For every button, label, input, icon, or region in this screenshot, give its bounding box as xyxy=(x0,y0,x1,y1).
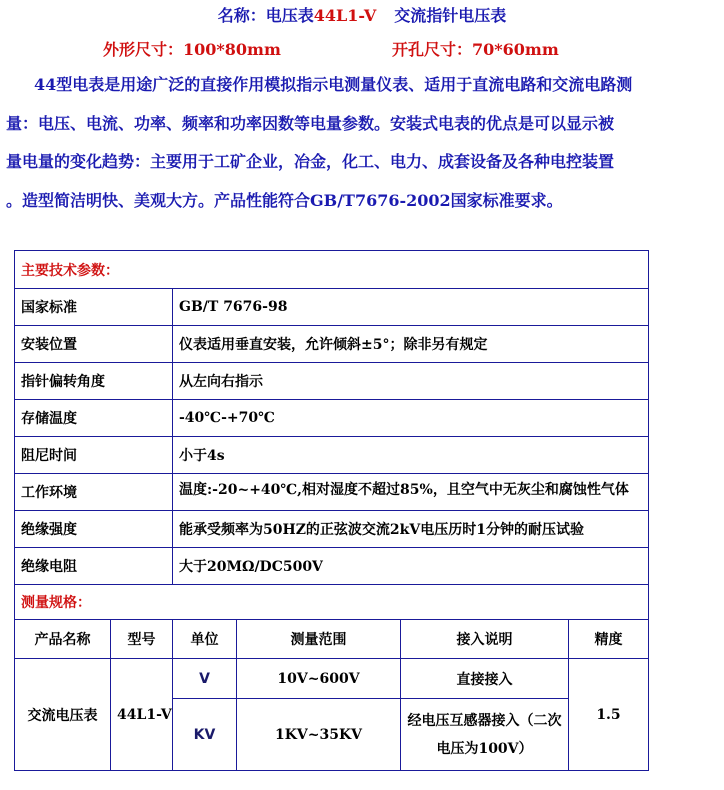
intro-line: 量电量的变化趋势：主要用于工矿企业，冶金，化工、电力、成套设备及各种电控装置 xyxy=(6,152,615,171)
product-name-cell: 交流电压表 xyxy=(15,659,111,771)
connection-cell: 经电压互感器接入（二次电压为100V） xyxy=(401,699,569,771)
param-value: 仪表适用垂直安装，允许倾斜±5°；除非另有规定 xyxy=(173,326,649,363)
param-label: 绝缘电阻 xyxy=(15,548,173,585)
param-value: 小于4s xyxy=(173,437,649,474)
intro-line: 。造型简洁明快、美观大方。产品性能符合GB/T7676-2002国家标准要求。 xyxy=(6,190,563,210)
column-header: 测量范围 xyxy=(237,620,401,659)
table-row xyxy=(15,289,649,326)
unit-cell: V xyxy=(173,659,237,699)
column-header: 精度 xyxy=(569,620,649,659)
table-row xyxy=(15,400,649,437)
intro-paragraph xyxy=(6,66,724,220)
measure-section-title: 测量规格： xyxy=(15,585,649,620)
measure-header-row xyxy=(15,620,649,659)
param-value: 能承受频率为50HZ的正弦波交流2kV电压历时1分钟的耐压试验 xyxy=(173,511,649,548)
range-cell: 1KV~35KV xyxy=(237,699,401,771)
table-row xyxy=(15,548,649,585)
column-header: 接入说明 xyxy=(401,620,569,659)
param-value: 从左向右指示 xyxy=(173,363,649,400)
table-row xyxy=(15,437,649,474)
model-cell: 44L1-V xyxy=(111,659,173,771)
param-label: 安装位置 xyxy=(15,326,173,363)
range-cell: 10V~600V xyxy=(237,659,401,699)
param-label: 指针偏转角度 xyxy=(15,363,173,400)
param-value: GB/T 7676-98 xyxy=(173,289,649,326)
connection-cell: 直接接入 xyxy=(401,659,569,699)
param-label: 工作环境 xyxy=(15,474,173,511)
table-row xyxy=(15,474,649,511)
param-label: 存储温度 xyxy=(15,400,173,437)
accuracy-cell: 1.5 xyxy=(569,659,649,771)
product-model: 44L1-V xyxy=(313,6,377,25)
param-value: 大于20MΩ/DC500V xyxy=(173,548,649,585)
table-row xyxy=(15,326,649,363)
column-header: 单位 xyxy=(173,620,237,659)
tech-section-title: 主要技术参数： xyxy=(15,251,649,289)
product-type: 交流指针电压表 xyxy=(394,6,507,25)
param-label: 国家标准 xyxy=(15,289,173,326)
tech-section-row xyxy=(15,251,649,289)
column-header: 型号 xyxy=(111,620,173,659)
measure-section-row xyxy=(15,585,649,620)
intro-line: 量：电压、电流、功率、频率和功率因数等电量参数。安装式电表的优点是可以显示被 xyxy=(6,113,615,133)
table-row xyxy=(15,363,649,400)
unit-cell: KV xyxy=(173,699,237,771)
outer-size: 外形尺寸：100*80mm xyxy=(103,40,281,59)
intro-line: 44型电表是用途广泛的直接作用模拟指示电测量仪表、适用于直流电路和交流电路测 xyxy=(34,75,633,94)
product-title xyxy=(0,3,724,26)
param-label: 绝缘强度 xyxy=(15,511,173,548)
table-row xyxy=(15,511,649,548)
product-name-label: 名称：电压表 xyxy=(217,6,314,25)
spec-table xyxy=(14,250,649,771)
param-label: 阻尼时间 xyxy=(15,437,173,474)
hole-size: 开孔尺寸：70*60mm xyxy=(392,40,559,59)
column-header: 产品名称 xyxy=(15,620,111,659)
param-value: -40℃-+70℃ xyxy=(173,400,649,437)
param-value: 温度:-20~+40℃,相对湿度不超过85%，且空气中无灰尘和腐蚀性气体 xyxy=(173,474,649,511)
table-row xyxy=(15,659,649,699)
